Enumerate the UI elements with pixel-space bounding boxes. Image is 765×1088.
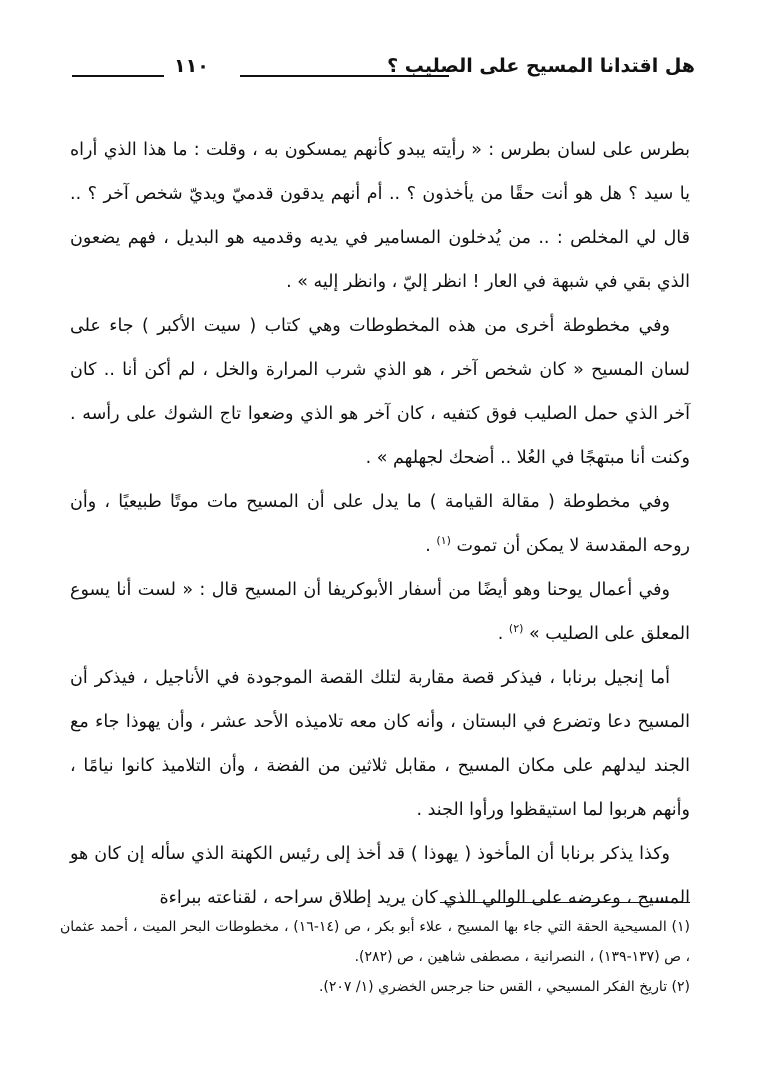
footnote: (٢) تاريخ الفكر المسيحي ، القس حنا جرجس الخضري (١/ ٢٠٧).: [318, 979, 690, 995]
paragraph-text: وفي مخطوطة ( مقالة القيامة ) ما يدل على أن المسيح مات موتًا طبيعيًا ، وأن روحه المقدسة لا يمكن أن تموت: [70, 492, 690, 556]
paragraph-end: .: [425, 536, 437, 556]
paragraph: [70, 568, 690, 656]
paragraph: أما إنجيل برنابا ، فيذكر قصة مقاربة لتلك القصة الموجودة في الأناجيل ، فيذكر أن المسيح دعا وتضرع في البستان ، وأنه كان معه تلاميذه الأحد عشر ، وأن يهوذا جاء مع الجند ليدلهم على مكان المسيح ، مقابل ثلاثين من الفضة ، وأن التلاميذ كانوا نيامًا ، وأنهم هربوا لما استيقظوا ورأوا الجند .: [70, 668, 690, 820]
paragraph: وفي مخطوطة أخرى من هذه المخطوطات وهي كتاب ( سيت الأكبر ) جاء على لسان المسيح « كان شخص آخر ، هو الذي شرب المرارة والخل ، لم أكن أنا .. كان آخر الذي حمل الصليب فوق كتفيه ، كان آخر هو الذي وضعوا تاج الشوك على رأسه . وكنت أنا مبتهجًا في العُلا .. أضحك لجهلهم » .: [70, 316, 690, 468]
body-text: [70, 128, 690, 920]
paragraph: وكذا يذكر برنابا أن المأخوذ ( يهوذا ) قد أخذ إلى رئيس الكهنة الذي سأله إن كان هو المسيح ، وعرضه على الوالي الذي كان يريد إطلاق سراحه ، لقناعته ببراءة: [70, 844, 690, 908]
footnote-separator: [440, 902, 690, 903]
page-number: ١١٠: [174, 55, 209, 77]
paragraph-end: .: [497, 624, 509, 644]
paragraph-text: وفي أعمال يوحنا وهو أيضًا من أسفار الأبوكريفا أن المسيح قال : « لست أنا يسوع المعلق على الصليب »: [70, 580, 690, 644]
header-rule-left: [72, 75, 164, 77]
footnote: (١) المسيحية الحقة التي جاء بها المسيح ، علاء أبو بكر ، ص (١٤-١٦) ، مخطوطات البحر الميت ، أحمد عثمان ، ص (١٣٧-١٣٩) ، النصرانية ، مصطفى شاهين ، ص (٢٨٢).: [60, 919, 691, 965]
running-header: [60, 55, 695, 89]
paragraph: [70, 480, 690, 568]
footnote-ref: (٢): [508, 622, 524, 636]
paragraph: بطرس على لسان بطرس : « رأيته يبدو كأنهم يمسكون به ، وقلت : ما هذا الذي أراه يا سيد ؟ هل هو أنت حقًا من يأخذون ؟ .. أم أنهم يدقون قدميّ ويديّ شخص آخر ؟ .. قال لي المخلص : .. من يُدخلون المسامير في يديه وقدميه هو البديل ، فهم يضعون الذي بقي في شبهة في العار ! انظر إليّ ، وانظر إليه » .: [70, 140, 690, 292]
footnotes: [60, 912, 690, 1002]
header-rule: [240, 75, 449, 77]
footnote-ref: (١): [436, 534, 451, 548]
header-title: هل اقتدانا المسيح على الصليب ؟: [387, 55, 695, 77]
